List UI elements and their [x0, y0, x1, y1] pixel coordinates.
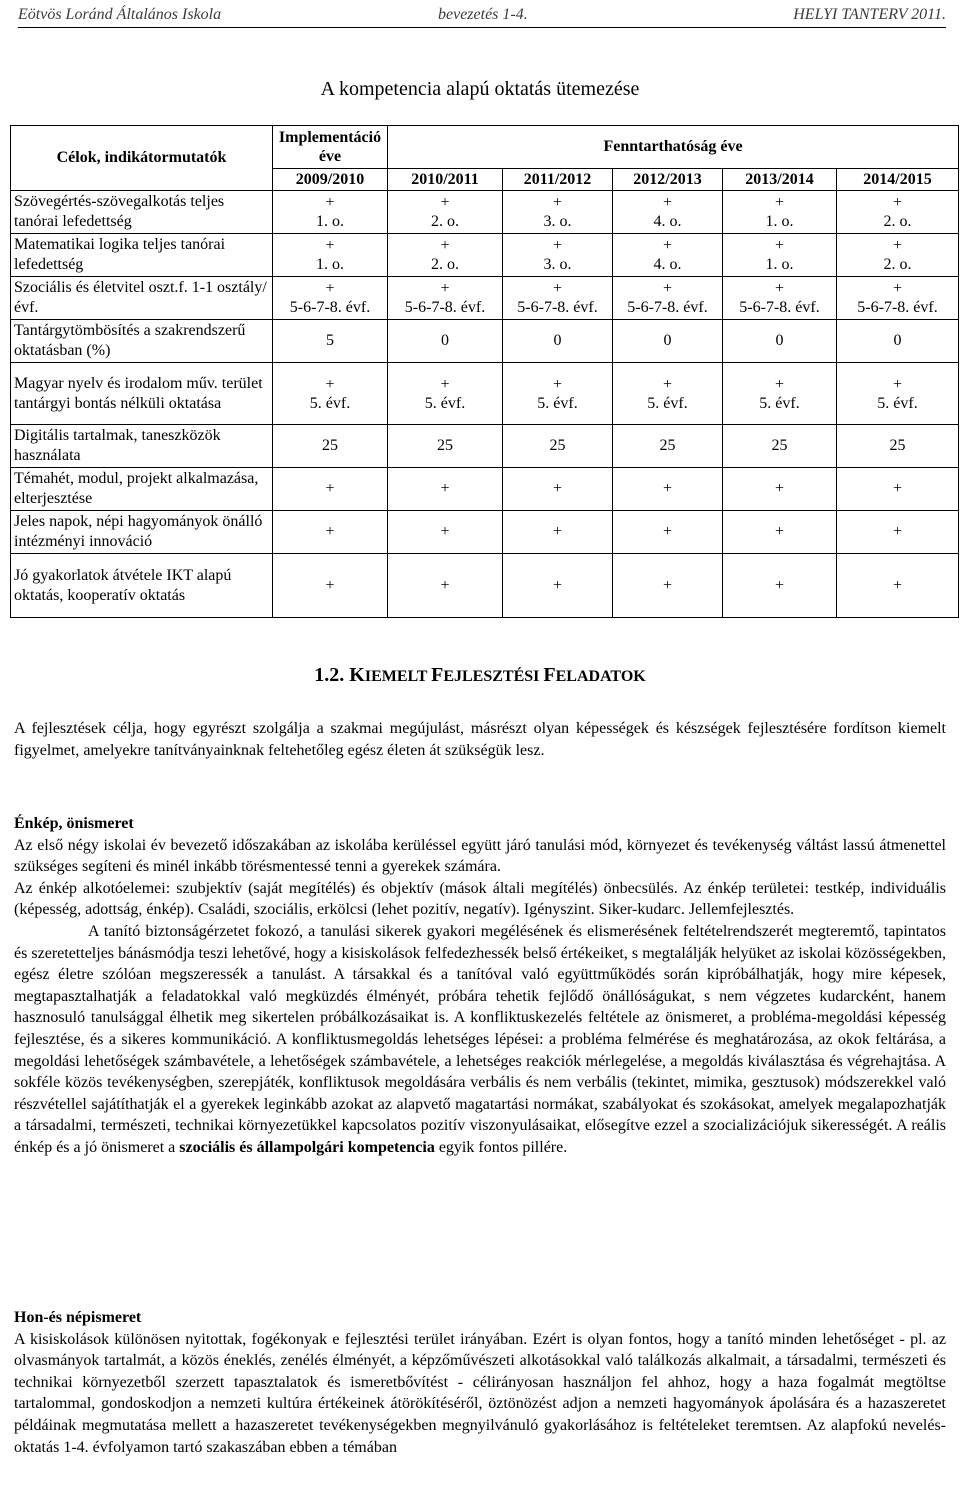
table-cell: +	[503, 468, 613, 511]
cell-plus: +	[325, 280, 335, 297]
row-label: Jeles napok, népi hagyományok önálló intézményi innováció	[11, 511, 273, 554]
cell-plus: +	[440, 280, 450, 297]
row-label: Témahét, modul, projekt alkalmazása, elterjesztése	[11, 468, 273, 511]
table-cell: +	[388, 554, 503, 618]
table-cell-stacked	[388, 234, 503, 277]
cell-grade: 3. o.	[543, 256, 572, 273]
table-cell-stacked	[273, 234, 388, 277]
cell-plus: +	[892, 280, 903, 297]
cell-plus: +	[662, 237, 673, 254]
cell-grade: 1. o.	[765, 256, 794, 273]
cell-grade: 5-6-7-8. évf.	[857, 299, 938, 316]
cell-grade: 5. évf.	[759, 394, 800, 412]
table-row	[11, 320, 959, 363]
table-cell-stacked	[837, 191, 959, 234]
cell-grade: 2. o.	[883, 256, 912, 273]
table-cell-stacked	[613, 191, 723, 234]
hon-section	[14, 1307, 946, 1458]
year-header: 2012/2013	[613, 169, 723, 191]
header-school: Eötvös Loránd Általános Iskola	[18, 6, 222, 23]
table-row	[11, 277, 959, 320]
year-header: 2009/2010	[273, 169, 388, 191]
table-cell: +	[613, 554, 723, 618]
cell-grade: 5-6-7-8. évf.	[627, 299, 708, 316]
cell-grade: 3. o.	[543, 213, 572, 230]
table-cell-stacked	[273, 363, 388, 425]
cell-grade: 5-6-7-8. évf.	[517, 299, 598, 316]
year-header: 2014/2015	[837, 169, 959, 191]
row-label: Jó gyakorlatok átvétele IKT alapú oktatás, kooperatív oktatás	[11, 554, 273, 618]
table-row	[11, 363, 959, 425]
col-impl-header: Implementáció éve	[273, 126, 388, 169]
table-row	[11, 468, 959, 511]
cell-plus: +	[552, 375, 563, 393]
cell-plus: +	[325, 194, 335, 211]
row-label: Szövegértés-szövegalkotás teljes tanórai lefedettség	[11, 191, 273, 234]
table-cell-stacked	[837, 363, 959, 425]
table-cell-stacked	[613, 363, 723, 425]
table-cell: +	[837, 554, 959, 618]
enkep-p2: Az énkép alkotóelemei: szubjektív (saját megítélés) és objektív (mások általi megítélés) önbecsülés. Az énkép területei: testkép, individuális (képesség, adottság, énkép). Családi, szociális, erkölcsi (lehet pozitív, negatív). Igényszint. Siker-kudarc. Jellemfejlesztés.	[14, 879, 946, 919]
table-cell: +	[723, 511, 837, 554]
cell-grade: 5-6-7-8. évf.	[289, 299, 371, 316]
cell-grade: 5. évf.	[424, 394, 466, 412]
cell-plus: +	[552, 194, 563, 211]
cell-plus: +	[552, 280, 563, 297]
table-cell: +	[273, 554, 388, 618]
table-cell: 25	[273, 425, 388, 468]
table-cell: +	[388, 511, 503, 554]
cell-grade: 5. évf.	[537, 394, 578, 412]
competence-schedule-table	[10, 125, 959, 618]
cell-plus: +	[440, 237, 450, 254]
enkep-p3: A tanító biztonságérzetet fokozó, a tanulási sikerek gyakori megélésének és elismerésének feltételrendszerét megteremtő, tapintatos és szeretetteljes bánásmódja teszi lehetővé, hogy a kisiskolások felfedezhessék belső értékeiket, s megtalálják helyüket az iskolai közösségekben, egész életre szólóan megszeressék a tanulást. A társakkal és a tanítóval való együttműködés során kipróbálhatják, hogy mire képesek, megtapasztalhatják a feladatokkal való megküzdés élményét, próbára tehetik fejlődő önállóságukat, s nem végzetes kudarcként, hanem hasznosuló tanulsággal élhetik meg sikertelen próbálkozásaikat is. A konfliktuskezelés feltétele az önismeret, a probléma-megoldási képesség fejlesztése, és a sikeres kommunikáció. A konfliktusmegoldás lehetséges lépései: a probléma felmérése és meghatározása, az okok feltárása, a megoldási lehetőségek számbavétele, a lehetőségek számbavétele, a lehetséges reakciók mérlegelése, a megoldás kiválasztása és végrehajtása. A sokféle közös tevékenységben, szerepjáték, konfliktusok megoldására verbális és nem verbális (tekintet, mimika, gesztusok) módszerekkel való részvétellel sajátíthatják el a gyerekek leginkább azokat az alapvető magatartási normákat, szabályokat és szokásokat, amelyek megalapozhatják a társadalmi, természeti, technikai környezetükkel kapcsolatos pozitív viszonyulásaikat, elősegítve ezzel a szocializációjuk sikerességét. A reális énkép és a jó önismeret a szociális és állampolgári kompetencia egyik fontos pillére.	[14, 922, 946, 1156]
table-cell-stacked	[613, 277, 723, 320]
table-row	[11, 191, 959, 234]
table-cell: 25	[723, 425, 837, 468]
table-cell: 25	[388, 425, 503, 468]
table-cell-stacked	[837, 277, 959, 320]
table-cell: 25	[837, 425, 959, 468]
cell-grade: 2. o.	[431, 213, 459, 230]
hon-p1: A kisiskolások különösen nyitottak, fogékonyak e fejlesztési terület irányában. Ezért is olyan fontos, hogy a tanító minden lehetőséget - pl. az olvasmányok tartalmát, a közös éneklés, zenélés élményét, a képzőművészeti alkotásokkal való találkozás alkalmait, a társadalmi, természeti és technikai környezetből szerzett tapasztalatok és ismeretbővítést - célirányosan használjon fel ahhoz, hogy a haza fogalmát megtöltse tartalommal, gondoskodjon a nemzeti kultúra értékeinek átörökítéséről, öztönözést adjon a nemzeti hagyományok ápolására és a hazaszeretet példáinak megmutatása mellett a hazaszeretet tevékenységekben megnyilvánuló gyakorlásához is feltételeket teremtsen. Az alapfokú nevelés-oktatás 1-4. évfolyamon tartó szakaszában ebben a témában	[14, 1330, 946, 1456]
table-cell: +	[723, 468, 837, 511]
table-cell: 0	[723, 320, 837, 363]
table-cell: 0	[613, 320, 723, 363]
cell-plus: +	[892, 375, 903, 393]
row-label: Szociális és életvitel oszt.f. 1-1 osztály/évf.	[11, 277, 273, 320]
table-cell-stacked	[388, 363, 503, 425]
cell-grade: 4. o.	[653, 256, 682, 273]
table-cell-stacked	[723, 191, 837, 234]
table-cell: 0	[388, 320, 503, 363]
table-row	[11, 554, 959, 618]
table-cell-stacked	[388, 277, 503, 320]
year-header: 2010/2011	[388, 169, 503, 191]
table-cell: 25	[613, 425, 723, 468]
cell-grade: 1. o.	[316, 256, 344, 273]
cell-plus: +	[325, 237, 335, 254]
table-row	[11, 234, 959, 277]
table-cell-stacked	[837, 234, 959, 277]
table-cell: +	[273, 468, 388, 511]
year-header: 2013/2014	[723, 169, 837, 191]
table-cell: +	[723, 554, 837, 618]
table-cell-stacked	[503, 363, 613, 425]
table-cell-stacked	[723, 363, 837, 425]
header-doc: HELYI TANTERV 2011.	[793, 6, 946, 23]
year-header: 2011/2012	[503, 169, 613, 191]
row-label: Matematikai logika teljes tanórai lefedettség	[11, 234, 273, 277]
table-row	[11, 425, 959, 468]
row-label: Digitális tartalmak, taneszközök használata	[11, 425, 273, 468]
enkep-p1: Az első négy iskolai év bevezető időszakában az iskolába kerüléssel együtt járó tanulási mód, környezet és tevékenység váltást lassú átmenettel szükséges segíteni és minél inkább törésmentessé tenni a gyerekek számára.	[14, 836, 946, 876]
page-header	[18, 3, 946, 28]
row-label: Magyar nyelv és irodalom műv. terület tantárgyi bontás nélküli oktatása	[11, 363, 273, 425]
cell-grade: 1. o.	[765, 213, 794, 230]
table-cell-stacked	[613, 234, 723, 277]
section-title: 1.2. KIEMELT FEJLESZTÉSI FELADATOK	[314, 664, 646, 686]
enkep-section	[14, 813, 946, 1159]
cell-grade: 5. évf.	[877, 394, 918, 412]
table-cell-stacked	[723, 234, 837, 277]
table-cell: +	[837, 511, 959, 554]
intro-paragraph: A fejlesztések célja, hogy egyrészt szolgálja a szakmai megújulást, másrészt olyan képességek és készségek fejlesztésére fordítson kiemelt figyelmet, amelyekre tanítványainknak feltehetőleg egész életen át szükségük lesz.	[14, 720, 946, 759]
table-cell: +	[273, 511, 388, 554]
cell-grade: 4. o.	[653, 213, 682, 230]
enkep-heading: Énkép, önismeret	[14, 815, 134, 832]
table-row	[11, 511, 959, 554]
cell-plus: +	[662, 194, 673, 211]
table-body	[11, 191, 959, 618]
table-cell: +	[613, 511, 723, 554]
cell-grade: 5-6-7-8. évf.	[404, 299, 486, 316]
table-cell-stacked	[503, 277, 613, 320]
cell-grade: 5. évf.	[309, 394, 351, 412]
cell-plus: +	[774, 194, 785, 211]
table-cell: 0	[503, 320, 613, 363]
table-cell-stacked	[273, 191, 388, 234]
cell-grade: 1. o.	[316, 213, 344, 230]
table-cell-stacked	[723, 277, 837, 320]
cell-plus: +	[774, 280, 785, 297]
row-label: Tantárgytömbösítés a szakrendszerű oktatásban (%)	[11, 320, 273, 363]
cell-plus: +	[440, 375, 450, 393]
table-cell: +	[503, 554, 613, 618]
table-cell: +	[837, 468, 959, 511]
table-cell: 25	[503, 425, 613, 468]
cell-grade: 5-6-7-8. évf.	[739, 299, 820, 316]
table-cell: 0	[837, 320, 959, 363]
cell-plus: +	[892, 237, 903, 254]
cell-plus: +	[662, 375, 673, 393]
table-cell-stacked	[388, 191, 503, 234]
hon-heading: Hon-és népismeret	[14, 1309, 142, 1326]
cell-grade: 2. o.	[883, 213, 912, 230]
table-cell-stacked	[273, 277, 388, 320]
table-cell: +	[613, 468, 723, 511]
col-goals-header: Célok, indikátormutatók	[11, 126, 273, 191]
table-cell: +	[503, 511, 613, 554]
table-cell-stacked	[503, 234, 613, 277]
page-title: A kompetencia alapú oktatás ütemezése	[320, 78, 640, 100]
header-section: bevezetés 1-4.	[438, 6, 528, 23]
col-sust-header: Fenntarthatóság éve	[388, 126, 959, 169]
cell-grade: 2. o.	[431, 256, 459, 273]
cell-grade: 5. évf.	[647, 394, 688, 412]
table-cell: 5	[273, 320, 388, 363]
cell-plus: +	[774, 237, 785, 254]
cell-plus: +	[440, 194, 450, 211]
cell-plus: +	[774, 375, 785, 393]
table-cell: +	[388, 468, 503, 511]
cell-plus: +	[552, 237, 563, 254]
cell-plus: +	[325, 375, 335, 393]
cell-plus: +	[892, 194, 903, 211]
cell-plus: +	[662, 280, 673, 297]
table-cell-stacked	[503, 191, 613, 234]
